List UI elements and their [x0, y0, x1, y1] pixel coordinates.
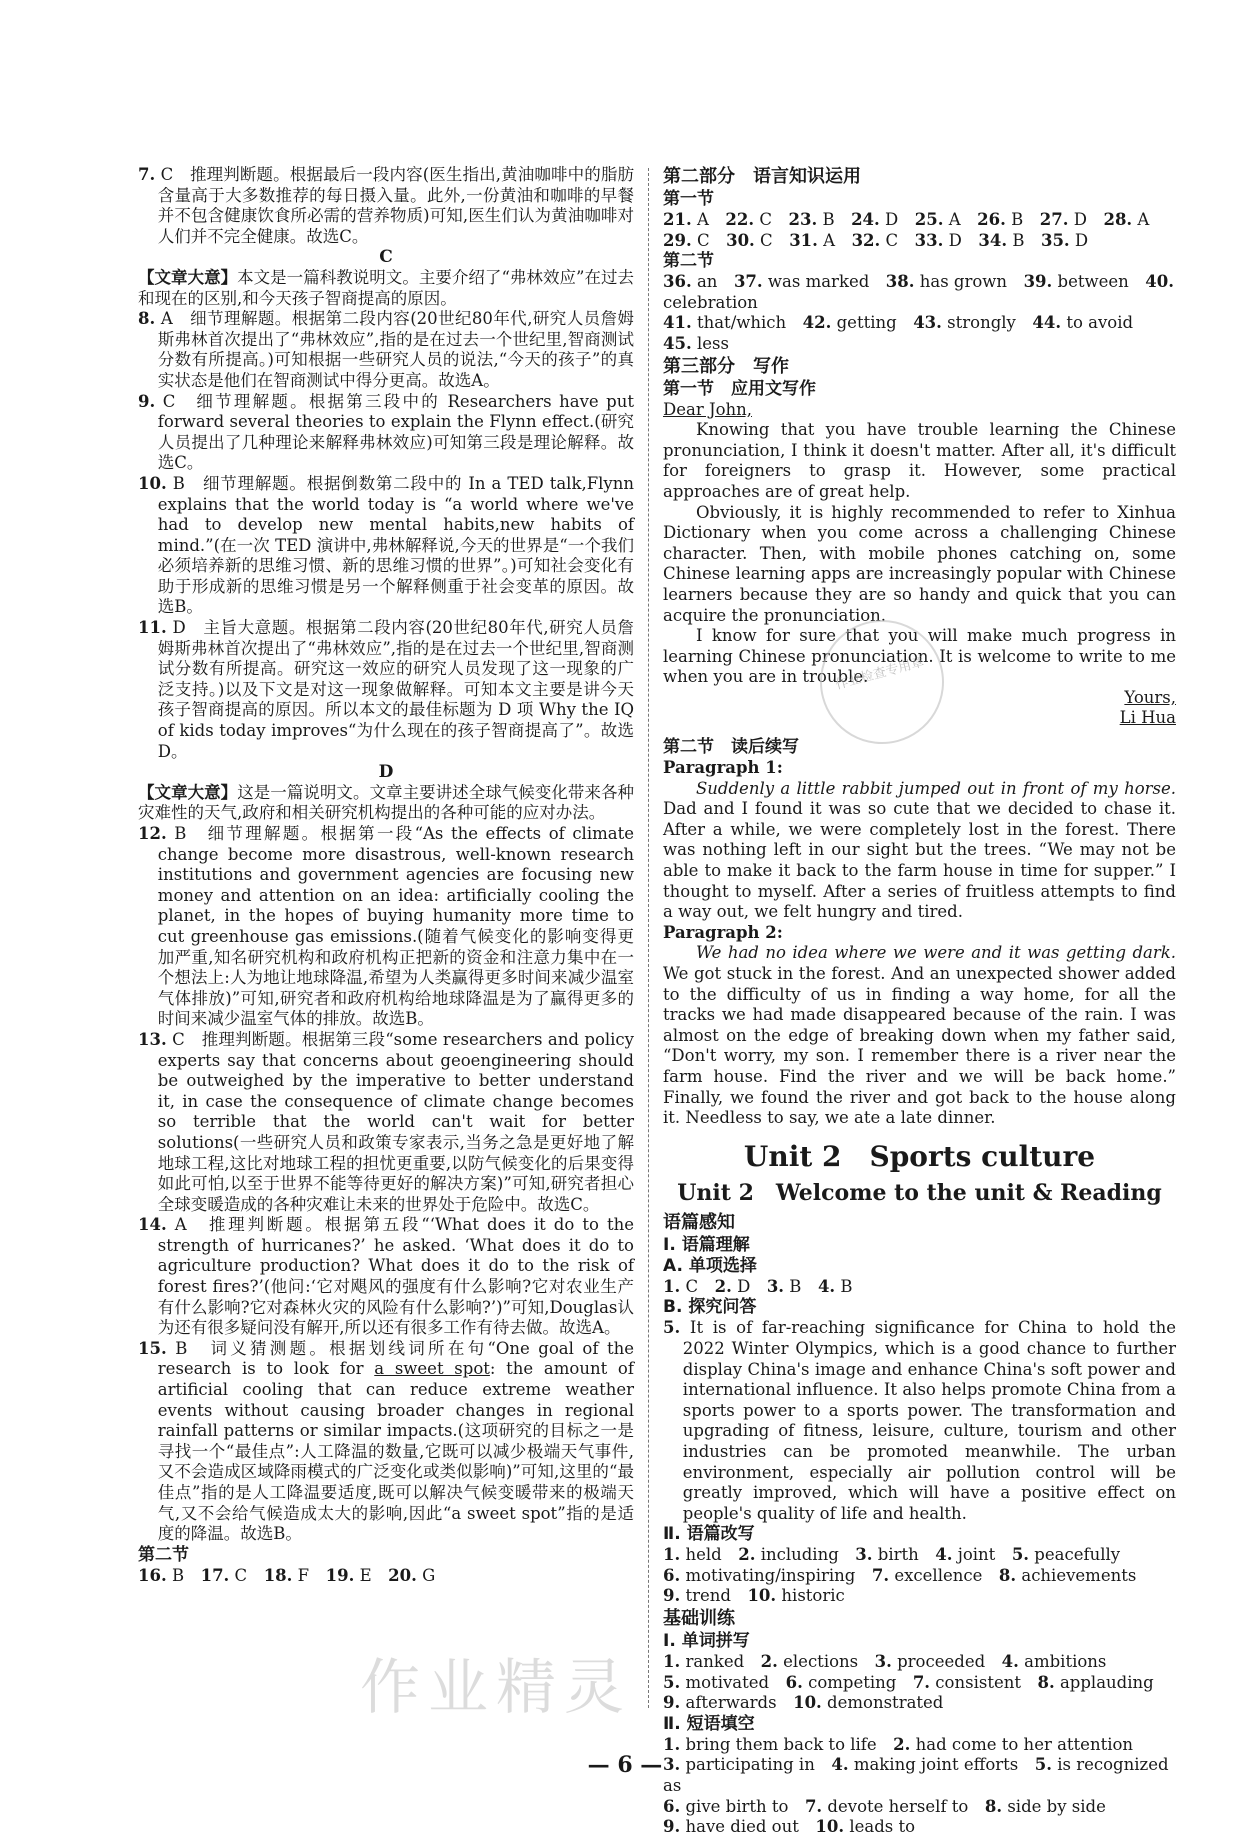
answer-value: trend: [680, 1586, 731, 1606]
subsection-comprehension: Ⅰ. 语篇理解: [663, 1234, 750, 1255]
answer-value: A: [943, 210, 961, 229]
answer-value: motivating/inspiring: [680, 1565, 856, 1585]
answer-item-9: 9. C 细节理解题。根据第三段中的 Researchers have put forward several theories to explain the Flynn effect.(研究人员提出了几种理论来解释弗林效应)可知第三段是理论解释。故选C。: [138, 391, 634, 473]
answer-number: 10.: [793, 1693, 822, 1713]
answer-value: D: [943, 230, 962, 250]
answer-value: including: [755, 1545, 839, 1565]
answer-number: 4.: [1001, 1652, 1019, 1672]
answer-number: 8.: [1037, 1672, 1055, 1692]
answer-number: 25.: [914, 210, 944, 229]
answer-number: 22.: [725, 210, 755, 229]
answer-number: 2.: [738, 1545, 756, 1565]
answer-number: 9.: [663, 1693, 681, 1713]
answer-number: 18.: [263, 1565, 293, 1585]
answer-value: B: [817, 210, 835, 229]
answer-row: [663, 1545, 1176, 1566]
answer-value: F: [292, 1565, 310, 1585]
paragraph2-label: Paragraph 2:: [663, 922, 783, 942]
answer-value: consistent: [930, 1672, 1021, 1692]
unit-title: Unit 2 Sports culture: [743, 1139, 1096, 1173]
answer-value: A: [817, 230, 836, 250]
answer-value: strongly: [941, 313, 1016, 333]
answer-value: A: [1132, 210, 1150, 229]
answer-number: 32.: [851, 230, 881, 250]
answer-number: 1.: [663, 1545, 681, 1565]
answer-number: 4.: [935, 1545, 953, 1565]
letter-paragraph-1: Knowing that you have trouble learning the Chinese pronunciation, I think it doesn't matter. After all, it's difficult for foreigners to grasp it. However, some practical approaches are of great help.: [663, 420, 1176, 501]
part3-section2: 第二节 读后续写: [663, 737, 799, 758]
answer-number: 3.: [874, 1652, 892, 1672]
answer-number: 27.: [1039, 210, 1069, 229]
passage-summary-d: 【文章大意】这是一篇说明文。文章主要讲述全球气候变化带来各种灾难性的天气,政府和相关研究机构提出的各种可能的应对办法。: [138, 782, 635, 823]
passage-summary-c: 【文章大意】本文是一篇科教说明文。主要介绍了“弗林效应”在过去和现在的区别,和今天孩子智商提高的原因。: [138, 267, 634, 308]
unit-subtitle: Unit 2 Welcome to the unit & Reading: [677, 1179, 1162, 1206]
answer-number: 4.: [817, 1276, 836, 1296]
answer-number: 45.: [663, 333, 692, 353]
answer-value: elections: [777, 1652, 859, 1672]
answer-row: [663, 1817, 1176, 1838]
answer-number: 40.: [1145, 272, 1174, 292]
letter-signature: Li Hua: [1119, 708, 1176, 728]
answer-value: C: [691, 230, 710, 250]
answer-item-5: 5. It is of far-reaching significance for China to hold the 2022 Winter Olympics, which is a good chance to further display China's image and enhance China's soft power and international influence. It also helps promote China from a sports power to a sports power. The transformation and upgrading of fitness, leisure, culture, tourism and other industries can be promoted meanwhile. The urban environment, especially air pollution control will be greatly improved, which will have a positive effect on people's quality of life and health.: [663, 1318, 1177, 1523]
answer-item-8: 8. A 细节理解题。根据第二段内容(20世纪80年代,研究人员詹姆斯弗林首次提出了“弗林效应”,指的是在过去一个世纪里,智商测试分数有所提高。)可知根据一些研究人员的说法,“今天的孩子”的真实状态是他们在智商测试中得分更高。故选A。: [138, 309, 634, 390]
answer-number: 34.: [978, 230, 1008, 250]
phrase-answers: [663, 1735, 1176, 1838]
answer-value: achievements: [1016, 1565, 1137, 1585]
answer-number: 5.: [663, 1672, 681, 1692]
part2-title: 第二部分 语言知识运用: [663, 166, 861, 187]
answer-value: give birth to: [680, 1796, 789, 1816]
answer-value: has grown: [914, 272, 1008, 292]
answers-21-35: [663, 210, 1176, 251]
answer-row: [663, 1586, 1176, 1607]
answer-number: 2.: [893, 1734, 911, 1754]
part3-section1: 第一节 应用文写作: [663, 378, 816, 399]
answer-value: D: [879, 210, 899, 229]
answer-number: 28.: [1103, 210, 1133, 229]
answer-number: 7.: [912, 1672, 931, 1692]
right-column: [663, 165, 1176, 1838]
answer-number: 19.: [325, 1565, 355, 1585]
answer-value: competing: [802, 1672, 897, 1692]
answer-value: C: [880, 230, 899, 250]
answer-value: celebration: [663, 292, 758, 312]
answer-value: demonstrated: [821, 1693, 944, 1713]
section-basic-training: 基础训练: [663, 1608, 735, 1630]
rewrite-answers: [663, 1545, 1176, 1607]
answer-item-10: 10. B 细节理解题。根据倒数第二段中的 In a TED talk,Flynn explains that the world today is “a world where we've had to develop new mental habits,new habits of mind.”(在一次 TED 演讲中,弗林解释说,今天的世界是“一个我们必须培养新的思维习惯、新的思维习惯的世界”。)可知社会变化有助于形成新的思维习惯是另一个解释侧重于社会变革的原因。故选B。: [138, 473, 635, 617]
paragraph2-text: We had no idea where we were and it was getting dark. We got stuck in the forest. And an unexpected shower added to the difficulty of us in finding a way home, for all the tracks we had made disappeared because of the rain. I was almost on the edge of breaking down when my father said, “Don't worry, my son. I remember there is a river near the farm house. Find the river and we will be back home.” Finally, we found the river and got back to the house along it. Needless to say, we ate a late dinner.: [663, 943, 1176, 1128]
answers-36-45: [663, 272, 1176, 354]
answer-row: [663, 231, 1176, 252]
answer-number: 1.: [663, 1276, 681, 1296]
answer-number: 2.: [760, 1652, 778, 1672]
column-divider: [648, 168, 649, 1708]
answer-value: between: [1052, 272, 1129, 292]
answer-value: birth: [872, 1545, 919, 1565]
paragraph1-text: Suddenly a little rabbit jumped out in front of my horse. Dad and I found it was so cute that we decided to chase it. After a while, we were completely lost in the forest. There was nothing left in our sight but the trees. “We may not be able to make it back to the farm house in time for supper.” I thought to myself. After a series of fruitless attempts to find a way out, we felt hungry and tired.: [663, 778, 1176, 922]
answer-row: [663, 1693, 1176, 1714]
part2-section2: 第二节: [663, 251, 714, 272]
answer-number: 5.: [1011, 1545, 1030, 1565]
answer-value: B: [835, 1276, 853, 1296]
answer-row: [663, 1673, 1176, 1694]
answer-item-14: 14. A 推理判断题。根据第五段“‘What does it do to the strength of hurricanes?’ he asked. ‘What does it do to agriculture production? What does it do to the risk of forest fires?’(他问:‘它对飓风的强度有什么影响?它对农业生产有什么影响?它对森林火灾的风险有什么影响?’)”可知,Douglas认为还有很多疑问没有解开,所以还有很多工作有待去做。故选A。: [138, 1215, 634, 1338]
answer-number: 7.: [804, 1796, 823, 1816]
answer-number: 43.: [913, 313, 942, 333]
answer-value: G: [416, 1565, 436, 1585]
answer-number: 29.: [663, 230, 692, 250]
letter-paragraph-3: I know for sure that you will make much progress in learning Chinese pronunciation. It is welcome to write to me when you are in trouble.: [663, 626, 1176, 687]
answer-number: 37.: [733, 272, 763, 292]
part2-section1: 第一节: [663, 189, 714, 209]
answer-number: 6.: [663, 1565, 681, 1585]
subsection-single-choice: A. 单项选择: [663, 1255, 757, 1276]
answer-number: 7.: [871, 1565, 890, 1585]
answer-item-7: 7. C 推理判断题。根据最后一段内容(医生指出,黄油咖啡中的脂肪含量高于大多数推荐的每日摄入量。此外,一份黄油和咖啡的早餐并不包含健康饮食所必需的营养物质)可知,医生们认为黄油咖啡对人们并不完全健康。故选C。: [138, 165, 634, 246]
answer-number: 9.: [663, 1586, 681, 1606]
answer-number: 1.: [663, 1734, 681, 1754]
answer-value: to avoid: [1061, 313, 1134, 333]
answer-value: applauding: [1054, 1672, 1154, 1692]
answer-row: [663, 1566, 1176, 1587]
answer-value: C: [680, 1276, 699, 1296]
answer-number: 5.: [1034, 1755, 1052, 1775]
answer-value: is recognized as: [663, 1755, 1169, 1796]
answer-value: getting: [831, 313, 897, 333]
answer-number: 42.: [802, 313, 832, 333]
answer-number: 10.: [747, 1586, 777, 1606]
answer-item-15: 15. B 词义猜测题。根据划线词所在句“One goal of the research is to look for a sweet spot: the amount of artificial cooling that can reduce extreme weather events without causing broader changes in regional rainfall patterns or similar impacts.(这项研究的目标之一是寻找一个“最佳点”:人工降温的数量,它既可以减少极端天气事件,又不会造成区域降雨模式的广泛变化或类似影响)”可知,这里的“最佳点”指的是人工降温要适度,既可以解决气候变暖带来的极端天气,又不会给气候造成太大的影响,因此“a sweet spot”指的是适度的降温。故选B。: [138, 1338, 634, 1544]
answer-value: A: [691, 210, 709, 229]
answer-value: devote herself to: [822, 1796, 969, 1816]
answer-number: 2.: [714, 1276, 732, 1296]
answer-value: have died out: [680, 1817, 799, 1837]
answer-value: proceeded: [891, 1652, 986, 1672]
answer-number: 44.: [1032, 313, 1062, 333]
page-number: — 6 —: [587, 1752, 663, 1778]
answer-value: excellence: [889, 1565, 983, 1585]
answer-row: [663, 210, 1176, 231]
letter-paragraph-2: Obviously, it is highly recommended to refer to Xinhua Dictionary when you come across a challenging Chinese character. Then, with mobile phones catching on, some Chinese learning apps are increasingly popular with Chinese learners because they are so handy and quick that you can acquire the pronunciation.: [663, 502, 1176, 625]
answers-1-4: [663, 1277, 1176, 1298]
answer-value: an: [691, 272, 718, 292]
answer-item-12: 12. B 细节理解题。根据第一段“As the effects of climate change become more disastrous, well-known research institutions and government agencies are focusing new money and attention on an idea: artificially cooling the planet, in the hopes of buying humanity more time to cut greenhouse gas emissions.(随着气候变化的影响变得更加严重,知名研究机构和政府机构正把新的资金和注意力集中在一个想法上:人为地让地球降温,希望为人类赢得更多时间来减少温室气体排放)”可知,研究者和政府机构给地球降温是为了赢得更多的时间来减少温室气体的排放。故选B。: [138, 824, 634, 1029]
answer-number: 23.: [788, 210, 818, 229]
answer-value: was marked: [762, 272, 870, 292]
subsection-phrases: Ⅱ. 短语填空: [663, 1713, 755, 1734]
answer-number: 20.: [388, 1565, 417, 1585]
answer-value: had come to her attention: [910, 1734, 1134, 1754]
answer-number: 38.: [885, 272, 915, 292]
answer-number: 6.: [785, 1672, 803, 1692]
answer-value: C: [754, 210, 772, 229]
passage-letter-d: D: [378, 762, 394, 783]
inspection-stamp: 作业检查专用章: [806, 606, 958, 758]
answer-value: joint: [952, 1545, 996, 1565]
answer-value: B: [166, 1565, 185, 1585]
answer-value: ranked: [680, 1652, 745, 1672]
answer-number: 35.: [1040, 230, 1070, 250]
section-title-2: 第二节: [138, 1544, 189, 1565]
answer-number: 30.: [726, 230, 755, 250]
answer-row: [663, 272, 1176, 313]
answer-value: afterwards: [680, 1693, 777, 1713]
answer-number: 6.: [663, 1796, 681, 1816]
answer-value: B: [1005, 210, 1024, 229]
letter-greeting: Dear John,: [663, 399, 753, 419]
answer-value: D: [1068, 210, 1087, 229]
answer-number: 10.: [815, 1817, 845, 1837]
part3-title: 第三部分 写作: [663, 355, 789, 377]
answer-value: participating in: [680, 1755, 815, 1775]
answer-item-11: 11. D 主旨大意题。根据第二段内容(20世纪80年代,研究人员詹姆斯弗林首次提出了“弗林效应”,指的是在过去一个世纪里,智商测试分数有所提高。研究这一效应的研究人员发现了这一现象的广泛支持。)以及下文是对这一现象做解释。可知本文主要是讲今天孩子智商提高的原因。所以本文的最佳标题为 D 项 Why the IQ of kids today improves“为什么现在的孩子智商提高了”。故选D。: [138, 618, 634, 761]
spelling-answers: [663, 1652, 1176, 1714]
answer-number: 1.: [663, 1652, 681, 1672]
answer-value: less: [691, 333, 729, 353]
answer-value: peacefully: [1029, 1545, 1121, 1565]
subsection-explore: B. 探究问答: [663, 1297, 757, 1318]
answer-value: C: [754, 230, 773, 250]
answer-row: [663, 1797, 1176, 1818]
section-yupian: 语篇感知: [663, 1211, 735, 1233]
answer-number: 33.: [914, 230, 944, 250]
letter-closing: Yours,: [1124, 687, 1176, 707]
answer-number: 3.: [663, 1755, 681, 1775]
answer-number: 16.: [138, 1565, 167, 1585]
answer-number: 26.: [977, 210, 1006, 229]
answer-value: held: [680, 1545, 722, 1565]
watermark: 作业精灵: [360, 1653, 632, 1723]
answer-value: bring them back to life: [680, 1734, 877, 1754]
answer-row: [663, 313, 1176, 354]
answer-value: historic: [776, 1586, 845, 1606]
answer-number: 3.: [855, 1545, 873, 1565]
answer-value: B: [1007, 230, 1025, 250]
answer-value: motivated: [680, 1672, 770, 1692]
answer-row: [663, 1652, 1176, 1673]
answer-number: 4.: [831, 1755, 849, 1775]
answer-number: 41.: [663, 313, 692, 333]
answer-number: 36.: [663, 272, 692, 292]
subsection-rewrite: Ⅱ. 语篇改写: [663, 1524, 755, 1545]
answer-number: 17.: [200, 1565, 230, 1585]
answer-value: leads to: [844, 1817, 916, 1837]
answer-number: 9.: [663, 1817, 681, 1837]
answer-number: 31.: [789, 230, 818, 250]
subsection-spelling: Ⅰ. 单词拼写: [663, 1631, 750, 1652]
answer-value: side by side: [1002, 1796, 1106, 1816]
answer-number: 24.: [851, 210, 880, 229]
answers-16-20: [138, 1566, 634, 1587]
answer-value: E: [354, 1565, 372, 1585]
answer-value: B: [784, 1276, 802, 1296]
answer-number: 39.: [1023, 272, 1053, 292]
answer-value: D: [1069, 230, 1089, 250]
answer-value: ambitions: [1018, 1652, 1107, 1672]
answer-value: making joint efforts: [848, 1755, 1019, 1775]
answer-value: that/which: [691, 313, 787, 333]
answer-number: 8.: [998, 1565, 1017, 1585]
answer-number: 8.: [984, 1796, 1003, 1816]
answer-value: C: [229, 1565, 248, 1585]
answer-item-13: 13. C 推理判断题。根据第三段“some researchers and policy experts say that concerns about geoengineering should be outweighed by the imperative to better understand it, in case the consequence of climate change becomes so terrible that the world can't wait for better solutions(一些研究人员和政策专家表示,当务之急是更好地了解地球工程,这比对地球工程的担忧更重要,以防气候变化的后果变得如此可怕,以至于世界不能等待更好的解决方案)”可知,研究者担心全球变暖造成的各种灾难让未来的世界处于危险中。故选C。: [138, 1029, 634, 1214]
answer-number: 3.: [766, 1276, 785, 1296]
left-column: [138, 165, 634, 1586]
answer-number: 21.: [663, 210, 692, 229]
passage-letter-c: C: [379, 247, 393, 268]
paragraph1-label: Paragraph 1:: [663, 758, 783, 778]
answer-value: D: [731, 1276, 751, 1296]
